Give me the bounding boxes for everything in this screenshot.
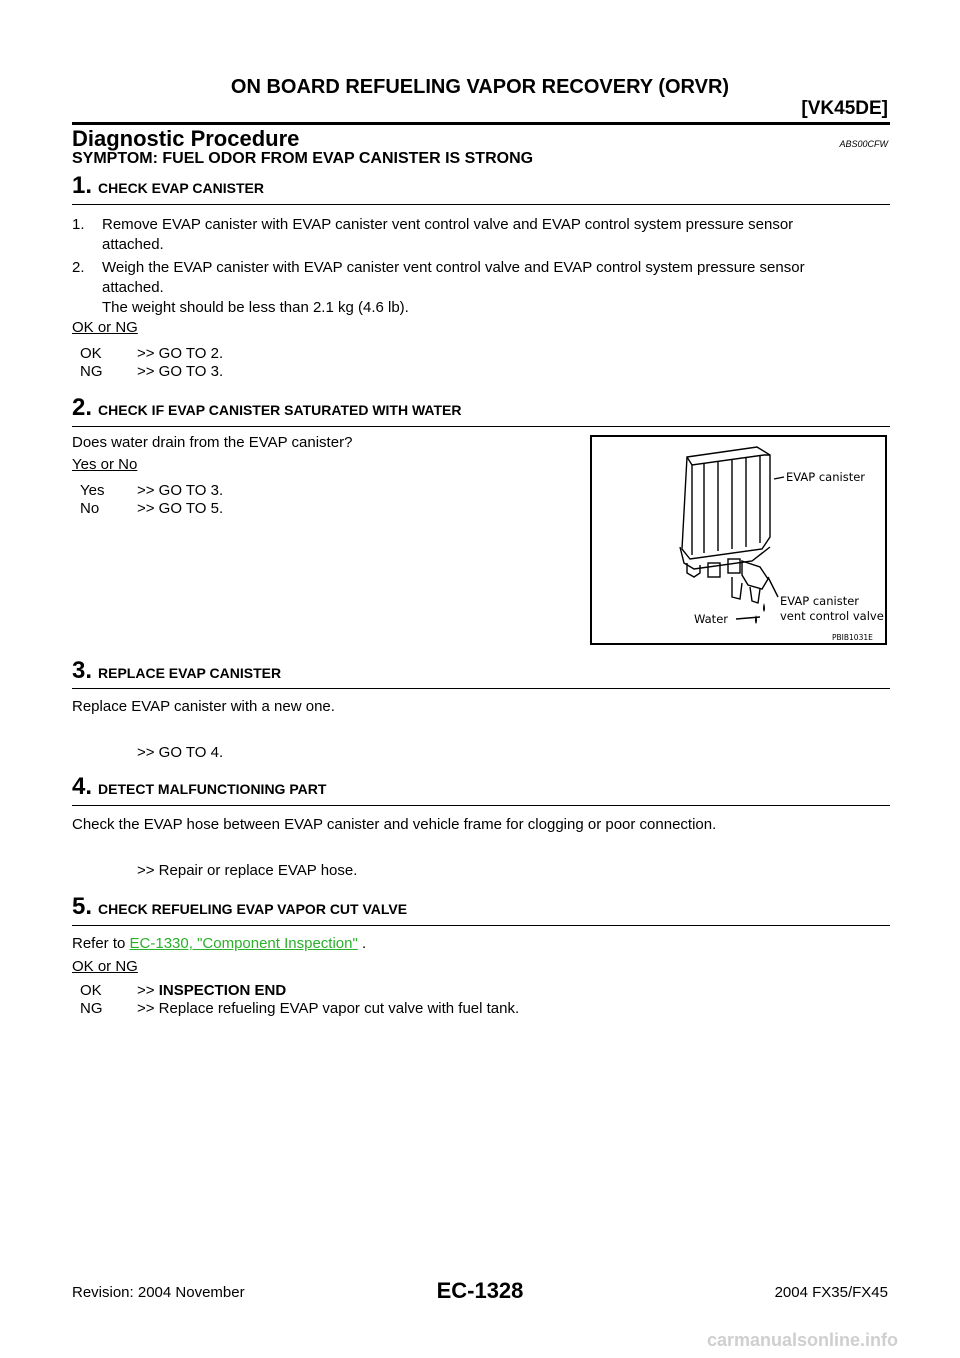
step-rule bbox=[72, 805, 890, 806]
label-evap-canister: EVAP canister bbox=[786, 470, 866, 484]
step-2-heading: 2. CHECK IF EVAP CANISTER SATURATED WITH WATER bbox=[72, 394, 462, 421]
evap-canister-figure bbox=[590, 435, 887, 645]
result-row: Yes >> GO TO 3. bbox=[80, 482, 224, 499]
section-code: ABS00CFW bbox=[839, 139, 888, 149]
step-rule bbox=[72, 204, 890, 205]
step-1-heading: 1. CHECK EVAP CANISTER bbox=[72, 172, 264, 199]
result-row: NG >> GO TO 3. bbox=[80, 363, 224, 380]
watermark: carmanualsonline.info bbox=[706, 1330, 898, 1350]
result-row: OK >> INSPECTION END bbox=[80, 982, 287, 999]
section-heading: Diagnostic Procedure bbox=[72, 126, 300, 151]
step-4-heading: 4. DETECT MALFUNCTIONING PART bbox=[72, 773, 327, 800]
step-rule bbox=[72, 925, 890, 926]
engine-code: [VK45DE] bbox=[801, 98, 888, 119]
step-3-heading: 3. REPLACE EVAP CANISTER bbox=[72, 657, 282, 684]
label-vent-valve-2: vent control valve bbox=[780, 609, 884, 623]
canister-illustration bbox=[592, 437, 885, 643]
footer-model: 2004 FX35/FX45 bbox=[774, 1284, 888, 1301]
step-5-text: Refer to EC-1330, "Component Inspection" . bbox=[72, 935, 367, 952]
figure-code: PBIB1031E bbox=[832, 633, 873, 642]
decision-label: OK or NG bbox=[72, 319, 138, 336]
step-4-result: >> Repair or replace EVAP hose. bbox=[137, 862, 358, 879]
step-5-heading: 5. CHECK REFUELING EVAP VAPOR CUT VALVE bbox=[72, 893, 408, 920]
symptom-heading: SYMPTOM: FUEL ODOR FROM EVAP CANISTER IS STRONG bbox=[72, 150, 534, 167]
label-vent-valve-1: EVAP canister bbox=[780, 594, 860, 608]
label-water: Water bbox=[694, 612, 728, 626]
step-2-question: Does water drain from the EVAP canister? bbox=[72, 434, 353, 451]
decision-label: Yes or No bbox=[72, 456, 138, 473]
step-rule bbox=[72, 426, 890, 427]
result-row: No >> GO TO 5. bbox=[80, 500, 224, 517]
step-4-text: Check the EVAP hose between EVAP canister and vehicle frame for clogging or poor connection. bbox=[72, 816, 717, 833]
page-title: ON BOARD REFUELING VAPOR RECOVERY (ORVR) bbox=[230, 76, 730, 98]
step-3-result: >> GO TO 4. bbox=[137, 744, 224, 761]
list-item: 1. Remove EVAP canister with EVAP canister vent control valve and EVAP control system pressure sensor attached. bbox=[72, 216, 794, 253]
footer-revision: Revision: 2004 November bbox=[72, 1284, 245, 1301]
decision-label: OK or NG bbox=[72, 958, 138, 975]
step-rule bbox=[72, 688, 890, 689]
result-row: NG >> Replace refueling EVAP vapor cut valve with fuel tank. bbox=[80, 1000, 520, 1017]
step-3-text: Replace EVAP canister with a new one. bbox=[72, 698, 335, 715]
footer-page-number: EC-1328 bbox=[436, 1278, 524, 1303]
component-inspection-link[interactable]: EC-1330, "Component Inspection" bbox=[129, 935, 358, 952]
result-row: OK >> GO TO 2. bbox=[80, 345, 224, 362]
list-item: 2. Weigh the EVAP canister with EVAP canister vent control valve and EVAP control system pressure sensor attached. The weight should be less than 2.1 kg (4.6 lb). bbox=[72, 259, 805, 316]
header-rule bbox=[72, 122, 890, 125]
